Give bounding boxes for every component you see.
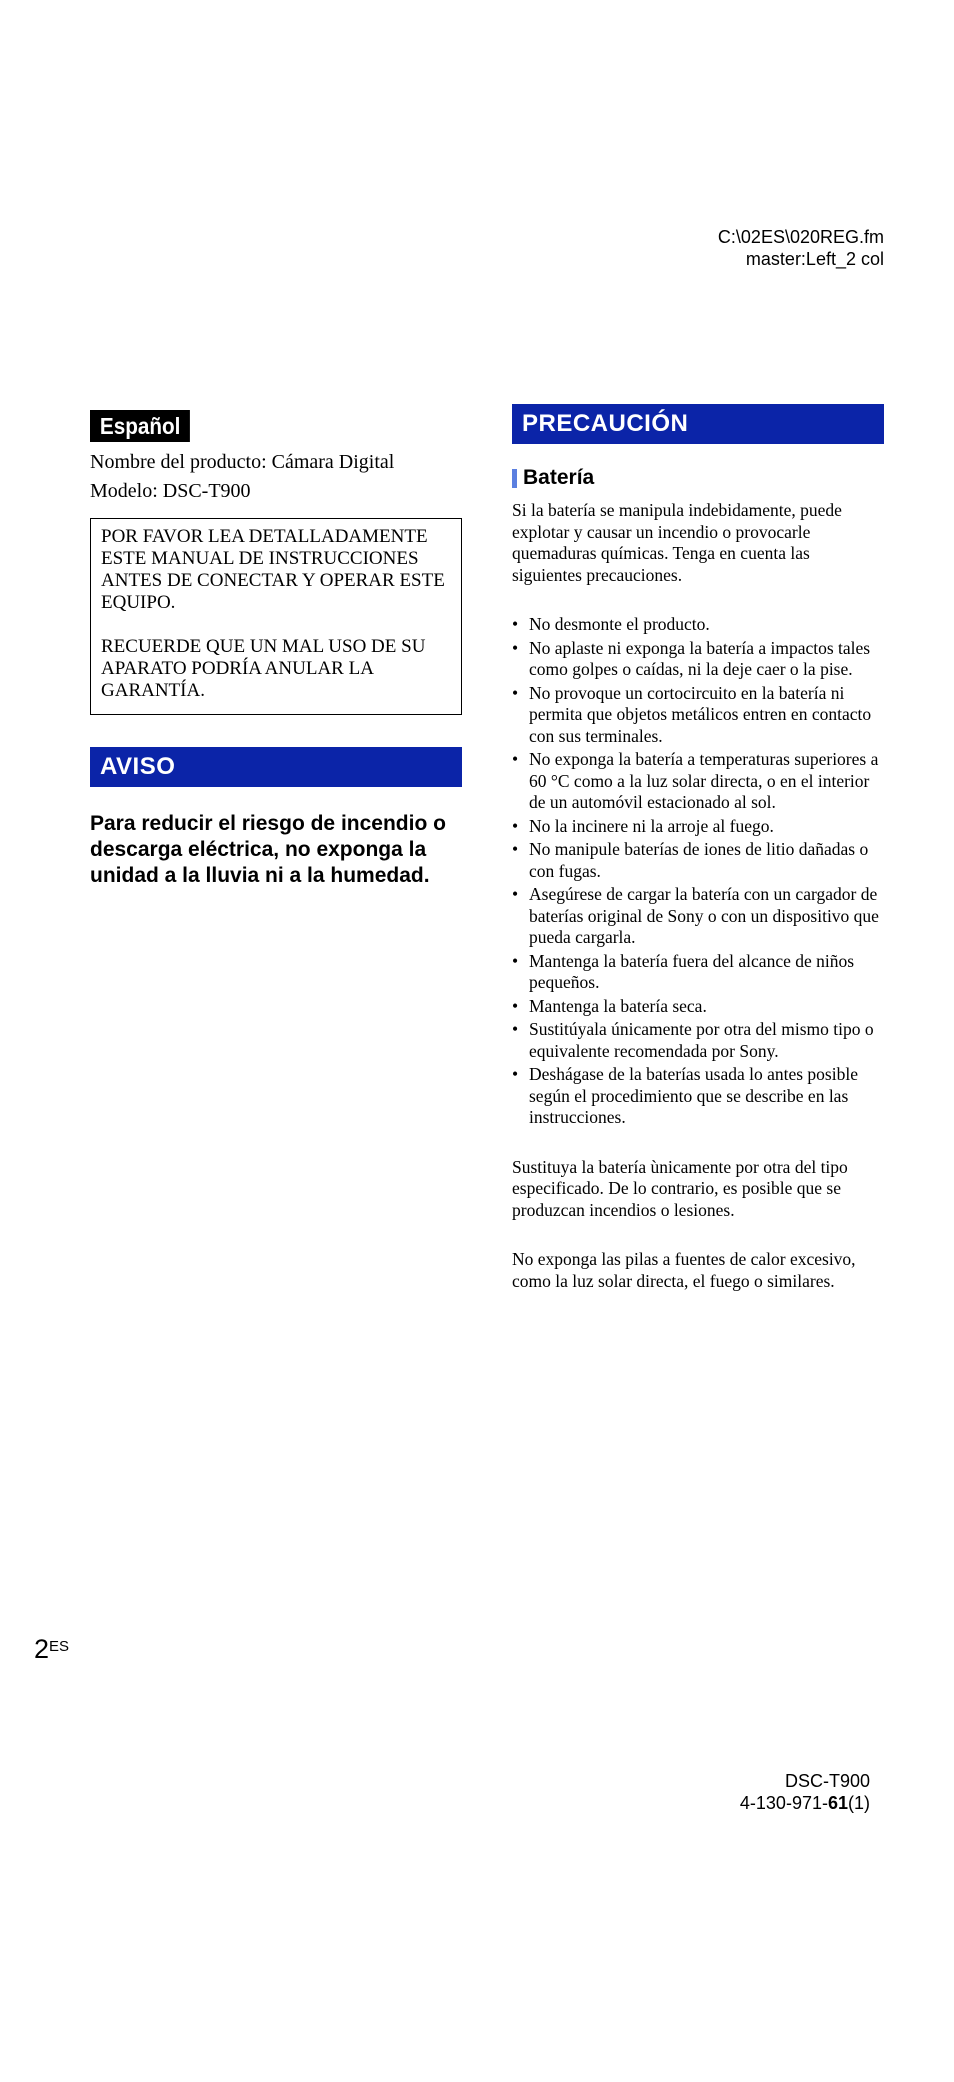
file-meta-bottom	[740, 1770, 870, 1814]
list-item: • Mantenga la batería fuera del alcance de niños pequeños.	[512, 951, 884, 994]
right-column	[512, 404, 884, 1292]
page-number-value: 2	[34, 1634, 50, 1664]
list-item: • Mantenga la batería seca.	[512, 996, 884, 1018]
page-number-suffix: ES	[49, 1638, 70, 1655]
list-item: • No manipule baterías de iones de litio dañadas o con fugas.	[512, 839, 884, 882]
subheading-marker	[512, 469, 517, 488]
list-item: • No la incinere ni la arroje al fuego.	[512, 816, 884, 838]
code-prefix: 4-130-971-	[739, 1793, 828, 1813]
language-tag: Español	[90, 410, 190, 442]
file-meta-top	[718, 226, 884, 270]
master-page: master:Left_2 col	[745, 249, 884, 269]
footer-code	[740, 1792, 870, 1814]
list-item: • Deshágase de la baterías usada lo antes posible según el procedimiento que se describe en las instrucciones.	[512, 1064, 884, 1129]
replacement-paragraph: Sustituya la batería ùnicamente por otra del tipo especificado. De lo contrario, es posible que se produzcan incendios o lesiones.	[512, 1156, 848, 1220]
aviso-warning-text: Para reducir el riesgo de incendio o descarga eléctrica, no exponga la unidad a la lluvia ni a la humedad.	[90, 812, 446, 887]
list-item: • No exponga la batería a temperaturas superiores a 60 °C como a la luz solar directa, o en el interior de un automóvil estacionado al sol.	[512, 749, 884, 814]
notice-box	[90, 518, 462, 715]
file-path: C:\02ES\020REG.fm	[717, 227, 884, 247]
bateria-subheading	[512, 464, 884, 492]
page-number	[34, 1634, 69, 1664]
precaucion-heading: PRECAUCIÓN	[512, 404, 884, 444]
list-item: • No aplaste ni exponga la batería a impactos tales como golpes o caídas, ni la deje caer o la pise.	[512, 638, 884, 681]
list-item: • Asegúrese de cargar la batería con un cargador de baterías original de Sony o con un dispositivo que pueda cargarla.	[512, 884, 884, 949]
code-suffix: (1)	[848, 1793, 870, 1813]
product-name: Nombre del producto: Cámara Digital	[90, 451, 395, 473]
code-bold: 61	[827, 1793, 848, 1813]
list-item: • Sustitúyala únicamente por otra del mismo tipo o equivalente recomendada por Sony.	[512, 1019, 884, 1062]
subheading-label: Batería	[523, 466, 595, 489]
product-model: Modelo: DSC-T900	[90, 480, 251, 502]
notice-paragraph: RECUERDE QUE UN MAL USO DE SU APARATO PODRÍA ANULAR LA GARANTÍA.	[101, 636, 426, 701]
footer-model: DSC-T900	[784, 1771, 870, 1791]
notice-paragraph: POR FAVOR LEA DETALLADAMENTE ESTE MANUAL DE INSTRUCCIONES ANTES DE CONECTAR Y OPERAR ESTE EQUIPO.	[101, 526, 445, 613]
list-item: • No provoque un cortocircuito en la batería ni permita que objetos metálicos entren en contacto con sus terminales.	[512, 683, 884, 748]
heat-paragraph: No exponga las pilas a fuentes de calor excesivo, como la luz solar directa, el fuego o similares.	[512, 1249, 856, 1291]
left-column	[90, 410, 462, 889]
bateria-intro: Si la batería se manipula indebidamente, puede explotar y causar un incendio o provocarle quemaduras químicas. Tenga en cuenta las siguientes precauciones.	[512, 500, 842, 585]
list-item: • No desmonte el producto.	[512, 614, 884, 636]
precaution-list	[512, 614, 884, 1129]
aviso-heading: AVISO	[90, 747, 462, 787]
